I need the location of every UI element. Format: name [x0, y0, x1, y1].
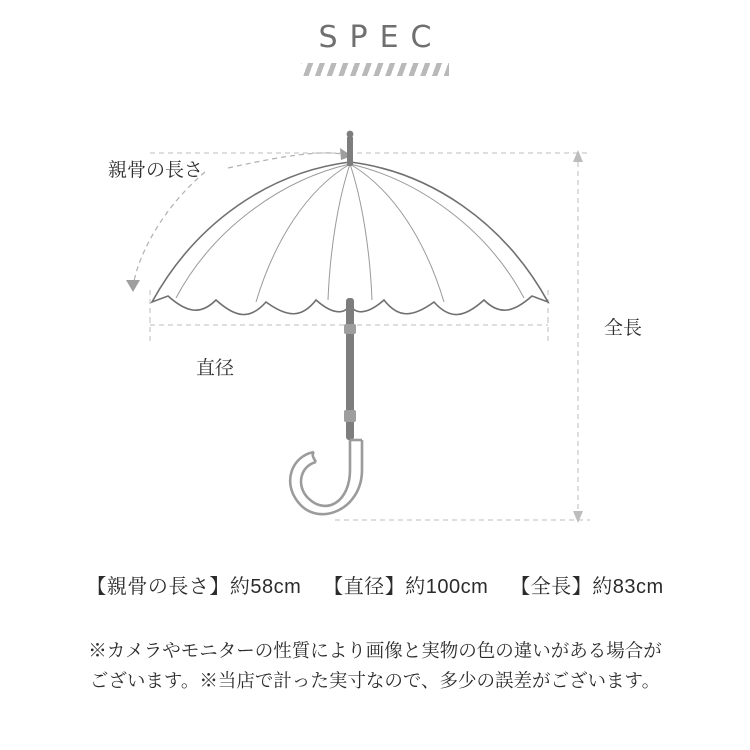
label-diameter: 直径 [196, 358, 235, 379]
rib-length-arc-bottom [133, 172, 205, 288]
umbrella-handle [290, 440, 362, 514]
guide-lines [150, 153, 590, 520]
stripe-decoration-icon [301, 63, 449, 76]
page-title: SPEC [318, 20, 444, 55]
spec-rib-length: 【親骨の長さ】約58cm [86, 576, 302, 598]
note-line-1: ※カメラやモニターの性質により画像と実物の色の違いがある場合が [88, 640, 662, 661]
canopy-rib-lines [176, 164, 524, 302]
umbrella-top-ferrule [347, 131, 354, 166]
rib-length-arrowhead-bottom [126, 280, 140, 292]
umbrella-shaft [344, 298, 356, 440]
spec-header [0, 20, 750, 76]
umbrella-diagram [0, 110, 750, 550]
note-line-2: ございます。※当店で計った実寸なので、多少の誤差がございます。 [89, 669, 661, 691]
spec-total-length: 【全長】約83cm [510, 576, 664, 598]
spec-diameter: 【直径】約100cm [323, 576, 489, 598]
spec-values-line [0, 570, 750, 599]
umbrella-canopy [152, 162, 548, 315]
label-total-length: 全長 [604, 318, 643, 339]
rib-length-arc-top [228, 153, 352, 168]
disclaimer-notes [0, 636, 750, 696]
label-rib-length: 親骨の長さ [108, 160, 204, 181]
